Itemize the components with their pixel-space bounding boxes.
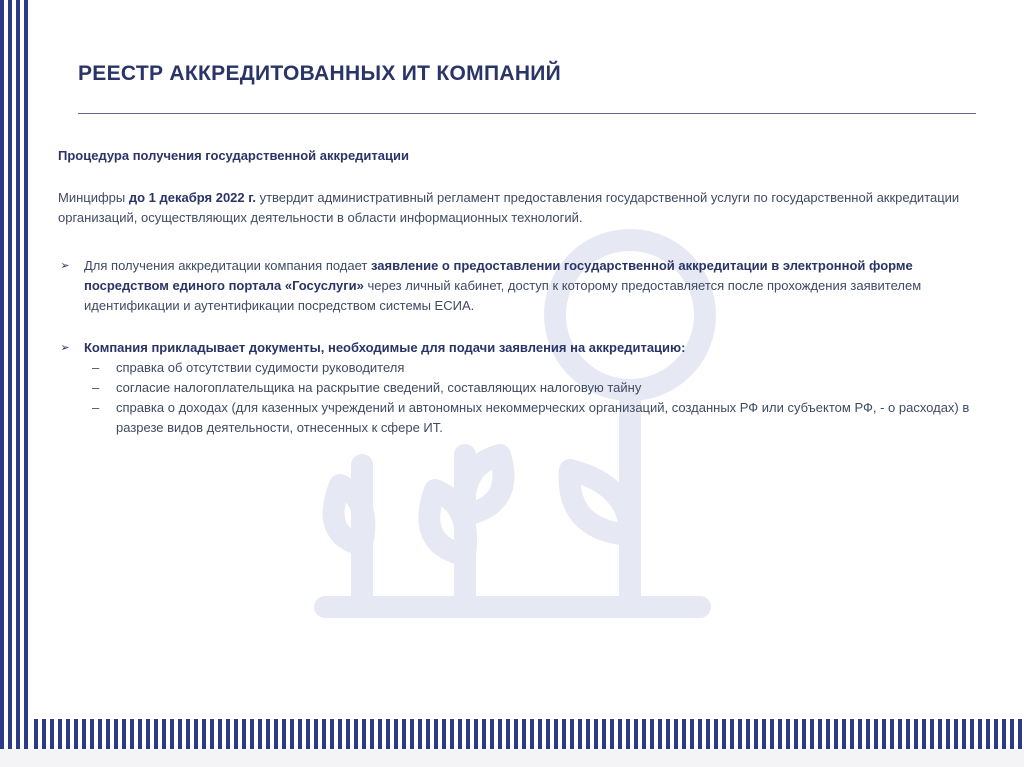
dash-icon: – [92, 400, 100, 415]
slide-body [58, 146, 976, 460]
deadline-date: до 1 декабря 2022 г. [128, 190, 256, 205]
list-item-text: согласие налогоплательщика на раскрытие сведений, составляющих налоговую тайну [116, 380, 642, 395]
arrowhead-bullet-icon: ➢ [60, 260, 70, 272]
list-item-text: справка об отсутствии судимости руководителя [116, 360, 405, 375]
title-divider [78, 113, 976, 114]
list-item-text: справка о доходах (для казенных учреждений и автономных некоммерческих организаций, созданных РФ или субъектом РФ, - о расходах) в разрезе видов деятельности, отнесенных к сфере ИТ. [116, 400, 970, 435]
bottom-stripe-border [30, 719, 1024, 749]
section-heading: Процедура получения государственной аккредитации [58, 148, 409, 163]
bullet-application-text-start: Для получения аккредитации компания подает [84, 258, 371, 273]
documents-list [84, 358, 976, 438]
intro-text-start: Минцифры [58, 190, 129, 205]
bullet-application [58, 256, 976, 316]
bullet-documents-heading: Компания прикладывает документы, необходимые для подачи заявления на аккредитацию: [84, 340, 686, 355]
slide-title: РЕЕСТР АККРЕДИТОВАННЫХ ИТ КОМПАНИЙ [78, 62, 562, 85]
list-item [84, 398, 976, 438]
list-item [84, 378, 976, 398]
arrowhead-bullet-icon: ➢ [60, 342, 70, 354]
bullet-documents [58, 338, 976, 438]
intro-paragraph [58, 188, 976, 228]
intro-text-end: утвердит административный регламент предоставления государственной услуги по государственной аккредитации организаций, осуществляющих деятельности в области информационных технологий. [58, 190, 960, 225]
list-item [84, 358, 976, 378]
left-stripe-border [0, 0, 30, 767]
bullet-application-bold: заявление о предоставлении государственной аккредитации в электронной форме посредством единого портала «Госуслуги» [84, 258, 913, 293]
dash-icon: – [92, 360, 100, 375]
bullet-application-text-end: через личный кабинет, доступ к которому предоставляется после прохождения заявителем идентификации и аутентификации посредством системы ЕСИА. [84, 278, 922, 313]
bottom-margin [0, 749, 1024, 767]
dash-icon: – [92, 380, 100, 395]
